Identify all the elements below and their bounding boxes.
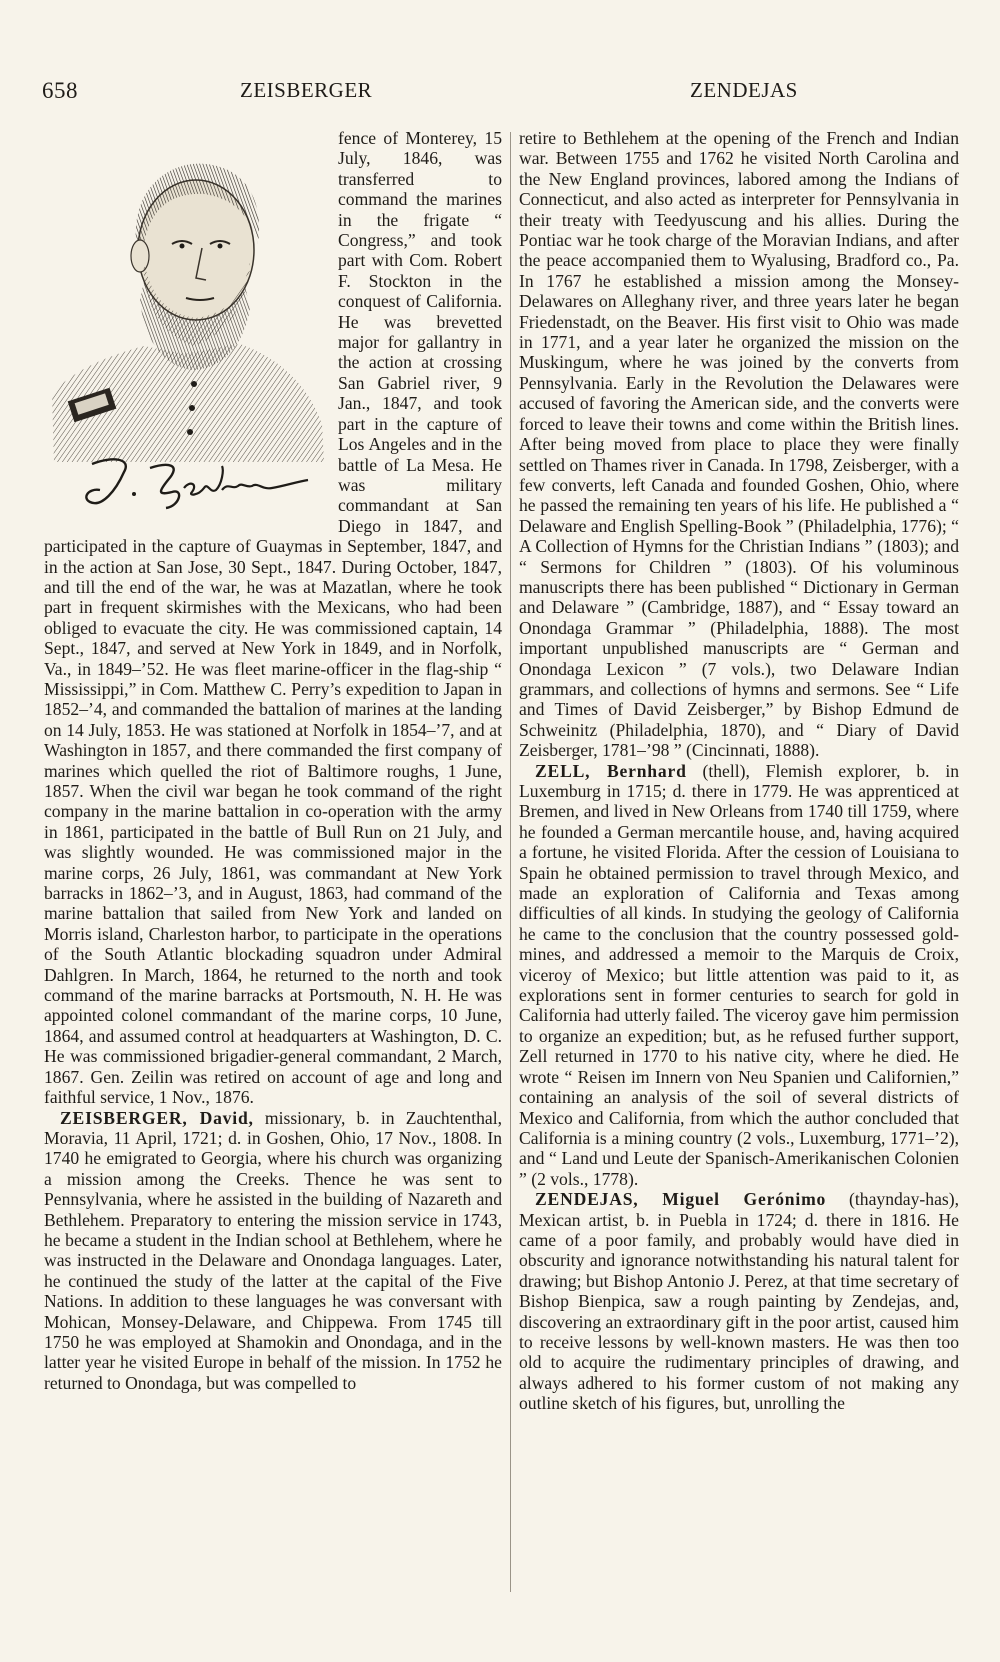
zeisberger-entry-continuation: retire to Bethlehem at the opening of the French and Indian war. Between 1755 and 1762 he visited North Carolina and the New England provinces, labored among the Indians of Connecticut, and also acted as interpreter for Pennsylvania in their treaty with Teedyuscung and his allies. During the Pontiac war he took charge of the Moravian Indians, and after the peace accompanied them to Wyalusing, Bradford co., Pa. In 1767 he established a mission among the Monsey-Delawares on Alleghany river, and three years later he began Friedenstadt, on the Beaver. His first visit to Ohio was made in 1771, and a year later he organized the mission on the Muskingum, where he was joined by the converts from Pennsylvania. Early in the Revolution the Delawares were accused of favoring the American side, and the converts were forced to leave their towns and come within the British lines. After being moved from place to place they were finally settled on Thames river in Canada. In 1798, Zeisberger, with a few converts, left Canada and founded Goshen, Ohio, where he passed the remaining ten years of his life. He published a “ Delaware and English Spelling-Book ” (Philadelphia, 1776); “ A Collection of Hymns for the Christian Indians ” (1803); and “ Sermons for Children ” (1803). Of his voluminous manuscripts there has been published “ Dictionary in German and Delaware ” (Cambridge, 1887), and “ Essay toward an Onondaga Grammar ” (Philadelphia, 1888). The most important unpublished manuscripts are “ German and Onondaga Lexicon ” (7 vols.), two Delaware Indian grammars, and collections of hymns and sermons. See “ Life and Times of David Zeisberger,” by Bishop Edmund de Schweinitz (Philadelphia, 1870), and “ Diary of David Zeisberger, 1781–’98 ” (Cincinnati, 1888). xyxy=(519,128,959,761)
running-head xyxy=(42,74,958,104)
zell-entry xyxy=(519,761,959,1190)
zeisberger-entry xyxy=(44,1108,502,1394)
zendejas-entry xyxy=(519,1189,959,1413)
column-divider xyxy=(510,132,511,1592)
page-number: 658 xyxy=(42,78,78,103)
zeilin-entry-continuation: fence of Monterey, 15 July, 1846, was transferred to command the marines in the frigate “ Congress,” and took part with Com. Robert F. Stockton in the conquest of California. He was brevetted major for gallantry in the action at crossing San Gabriel river, 9 Jan., 1847, and took part in the capture of Los Angeles and in the battle of La Mesa. He was military commandant at San Diego in 1847, and participated in the capture of Guaymas in September, 1847, and in the action at San Jose, 30 Sept., 1847. During October, 1847, and till the end of the war, he was at Mazatlan, where he took part in frequent skirmishes with the Mexicans, who had been obliged to evacuate the city. He was commissioned captain, 14 Sept., 1847, and served at New York in 1849, and in Norfolk, Va., in 1849–’52. He was fleet marine-officer in the flag-ship “ Mississippi,” in Com. Matthew C. Perry’s expedition to Japan in 1852–’4, and commanded the battalion of marines at the landing on 14 July, 1853. He was stationed at Norfolk in 1854–’7, and at Washington in 1857, and there commanded the first company of marines which quelled the riot of Baltimore roughs, 1 June, 1857. When the civil war began he took command of the right company in the marine battalion in co-operation with the army in 1861, participated in the battle of Bull Run on 21 July, and was slightly wounded. He was commissioned major in the marine corps, 26 July, 1861, was commandant at New York barracks in 1862–’3, and in August, 1863, had command of the marine battalion that sailed from New York and landed on Morris island, Charleston harbor, to participate in the operations of the South Atlantic blockading squadron under Admiral Dahlgren. In March, 1864, he returned to the north and took command of the marine barracks at Portsmouth, N. H. He was appointed colonel commandant of the marine corps, 10 June, 1864, and assumed control at headquarters at Washington, D. C. He was commissioned brigadier-general commandant, 2 March, 1867. Gen. Zeilin was retired on account of age and long and faithful service, 1 Nov., 1876. xyxy=(44,128,502,1108)
left-column xyxy=(44,128,502,1393)
zendejas-headword: ZENDEJAS, Miguel Gerónimo xyxy=(535,1189,827,1210)
signature-illustration xyxy=(72,450,322,510)
portrait-engraving xyxy=(44,132,328,512)
left-running-headword: ZEISBERGER xyxy=(240,78,373,102)
zell-entry-text: (thell), Flemish explorer, b. in Luxemburg in 1715; d. there in 1779. He was apprenticed at Bremen, and lived in New Orleans from 1740 till 1759, where he founded a German mercantile house, and, having acquired a fortune, he visited Florida. After the cession of Louisiana to Spain he obtained permission to travel through Mexico, and made an exploration of California and Texas among difficulties of all kinds. In studying the geology of California he came to the conclusion that the country possessed gold-mines, and addressed a memoir to the Marquis de Croix, viceroy of Mexico; but little attention was paid to it, as explorations sent in former centuries to search for gold in California had utterly failed. The viceroy gave him permission to organize an expedition; but, as he refused further support, Zell returned in 1770 to his native city, where he died. He wrote “ Reisen im Innern von Neu Spanien und Californien,” containing an analysis of the soil of several districts of Mexico and California, from which the author concluded that California is a mining country (2 vols., Luxemburg, 1771–’2), and “ Land und Leute der Spanisch-Amerikanischen Colonien ” (2 vols., 1778). xyxy=(519,760,960,1189)
zell-headword: ZELL, Bernhard xyxy=(535,760,687,781)
right-running-headword: ZENDEJAS xyxy=(690,78,798,102)
portrait-illustration xyxy=(44,132,328,462)
zendejas-entry-text: (thaynday-has), Mexican artist, b. in Puebla in 1724; d. there in 1816. He came of a poor family, and probably would have died in obscurity and ignorance notwithstanding his natural talent for drawing; but Bishop Antonio J. Perez, at that time secretary of Bishop Bienpica, saw a rough painting by Zendejas, and, discovering an extraordinary gift in the poor artist, caused him to receive lessons by well-known masters. He was then too old to acquire the rudimentary principles of drawing, and always adhered to his former custom of not making any outline sketch of his figures, but, unrolling the xyxy=(519,1189,959,1414)
right-column xyxy=(519,128,959,1414)
zeisberger-entry-text: missionary, b. in Zauchtenthal, Moravia, 11 April, 1721; d. in Goshen, Ohio, 17 Nov., 1808. In 1740 he emigrated to Georgia, where his church was organizing a mission among the Creeks. Thence he was sent to Pennsylvania, where he assisted in the building of Nazareth and Bethlehem. Preparatory to entering the mission service in 1743, he became a student in the Indian school at Bethlehem, where he was instructed in the Delaware and Onondaga languages. Later, he continued the study of the latter at the capital of the Five Nations. In addition to these languages he was conversant with Mohican, Monsey-Delaware, and Chippewa. From 1745 till 1750 he was employed at Shamokin and Onondaga, and in the latter year he visited Europe in behalf of the mission. In 1752 he returned to Onondaga, but was compelled to xyxy=(44,1107,502,1393)
zeisberger-headword: ZEISBERGER, David, xyxy=(60,1107,254,1128)
